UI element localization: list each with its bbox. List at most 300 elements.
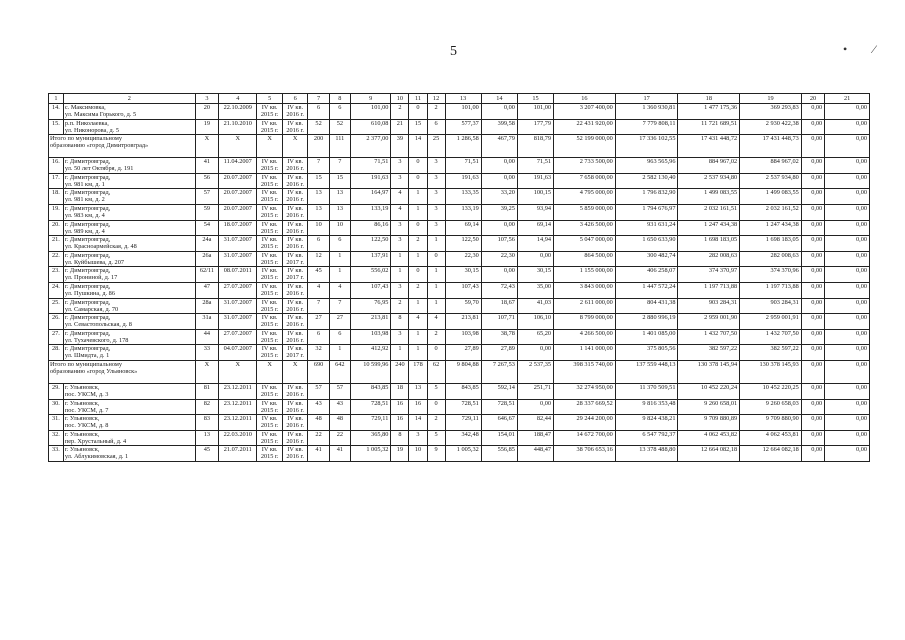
table-cell: 41 xyxy=(329,446,350,462)
table-cell: 19 xyxy=(195,119,218,135)
table-cell: 3 xyxy=(427,220,445,236)
table-cell: 28а xyxy=(195,298,218,314)
table-cell: 9 260 658,01 xyxy=(678,399,740,415)
subtotal-cell: 111 xyxy=(329,135,350,158)
subtotal-cell: 62 xyxy=(427,360,445,383)
page-number: 5 xyxy=(450,44,457,59)
table-cell: 39,25 xyxy=(481,204,517,220)
quarter-cell: IV кв. 2015 г. xyxy=(257,204,283,220)
table-cell: 4 062 453,81 xyxy=(740,430,802,446)
table-cell: 76,95 xyxy=(350,298,390,314)
quarter-cell: IV кв. 2017 г. xyxy=(282,251,308,267)
quarter-cell: IV кв. 2016 г. xyxy=(282,204,308,220)
table-cell: 3 843 000,00 xyxy=(554,282,616,298)
table-row xyxy=(49,314,870,330)
table-cell: 0,00 xyxy=(481,104,517,120)
table-cell: 6 xyxy=(329,236,350,252)
table-cell: 728,51 xyxy=(445,399,481,415)
table-row xyxy=(49,430,870,446)
table-cell: 1 432 707,50 xyxy=(740,329,802,345)
table-cell: 1 796 832,90 xyxy=(615,189,678,205)
table-cell: 0 xyxy=(427,399,445,415)
table-cell: 0,00 xyxy=(801,314,824,330)
column-number-cell: 8 xyxy=(329,94,350,104)
table-cell: 3 xyxy=(391,282,409,298)
table-cell: 10 xyxy=(308,220,329,236)
quarter-cell: IV кв. 2015 г. xyxy=(257,430,283,446)
table-cell: 0,00 xyxy=(825,314,870,330)
table-cell: 1 794 676,97 xyxy=(615,204,678,220)
table-cell: 12 664 082,18 xyxy=(740,446,802,462)
table-cell: 282 008,63 xyxy=(678,251,740,267)
table-cell: 23.12.2011 xyxy=(219,415,257,431)
subtotal-cell: 130 378 145,94 xyxy=(678,360,740,383)
subtotal-cell: Х xyxy=(257,135,283,158)
address-cell: г. Димитровград, ул. 981 км, д. 1 xyxy=(63,173,195,189)
address-cell: г. Димитровград, ул. Севастопольская, д. 8 xyxy=(63,314,195,330)
table-cell: 137,91 xyxy=(350,251,390,267)
table-cell: 251,71 xyxy=(517,383,553,399)
table-cell: 18 xyxy=(391,383,409,399)
table-cell: 22 xyxy=(329,430,350,446)
table-cell: 31.07.2007 xyxy=(219,251,257,267)
subtotal-cell: 17 431 448,73 xyxy=(740,135,802,158)
table-cell: 191,63 xyxy=(517,173,553,189)
table-cell: 0,00 xyxy=(825,236,870,252)
table-cell: 31.07.2007 xyxy=(219,298,257,314)
table-cell: 4 xyxy=(329,282,350,298)
table-cell: 374 370,96 xyxy=(740,267,802,283)
table-cell: 26а xyxy=(195,251,218,267)
table-cell: 0 xyxy=(427,251,445,267)
table-cell: 52 xyxy=(329,119,350,135)
subtotal-cell: 2 537,35 xyxy=(517,360,553,383)
table-cell: 406 258,07 xyxy=(615,267,678,283)
subtotal-cell: Х xyxy=(282,360,308,383)
table-cell: 0,00 xyxy=(825,204,870,220)
table-cell: 0,00 xyxy=(801,267,824,283)
column-number-cell: 9 xyxy=(350,94,390,104)
table-cell: 6 xyxy=(308,329,329,345)
table-cell: 21.10.2010 xyxy=(219,119,257,135)
table-row xyxy=(49,173,870,189)
address-cell: г. Димитровград, ул. Шмидта, д. 1 xyxy=(63,345,195,361)
address-cell: г. Димитровград, ул. Самарская, д. 70 xyxy=(63,298,195,314)
table-cell: 82 xyxy=(195,399,218,415)
table-cell: 0,00 xyxy=(801,220,824,236)
table-cell: 48 xyxy=(308,415,329,431)
quarter-cell: IV кв. 2015 г. xyxy=(257,282,283,298)
table-cell: 27,89 xyxy=(481,345,517,361)
table-cell: 1 xyxy=(427,267,445,283)
table-cell: 54 xyxy=(195,220,218,236)
table-cell: 106,10 xyxy=(517,314,553,330)
table-cell: 12 664 082,18 xyxy=(678,446,740,462)
table-cell: 2 032 161,51 xyxy=(678,204,740,220)
subtotal-cell: 0,00 xyxy=(825,135,870,158)
table-cell: 300 482,74 xyxy=(615,251,678,267)
quarter-cell: IV кв. 2015 г. xyxy=(257,220,283,236)
table-cell: 133,19 xyxy=(350,204,390,220)
table-cell: 7 xyxy=(308,158,329,174)
table-cell: 3 xyxy=(391,158,409,174)
subtotal-cell: 0,00 xyxy=(801,360,824,383)
table-cell: 0,00 xyxy=(481,220,517,236)
table-cell: 10 xyxy=(329,220,350,236)
table-cell: 556,02 xyxy=(350,267,390,283)
table-cell: 5 xyxy=(427,430,445,446)
table-cell: 38,78 xyxy=(481,329,517,345)
table-cell: 804 431,38 xyxy=(615,298,678,314)
table-cell: 4 xyxy=(427,314,445,330)
table-cell: 2 xyxy=(427,329,445,345)
table-cell: 13 xyxy=(329,204,350,220)
subtotal-cell: 200 xyxy=(308,135,329,158)
subtotal-cell: 25 xyxy=(427,135,445,158)
address-cell: г. Ульяновск, пос. УКСМ, д. 3 xyxy=(63,383,195,399)
table-cell: 0 xyxy=(409,173,427,189)
table-cell: 19 xyxy=(391,446,409,462)
table-cell: 27.07.2007 xyxy=(219,329,257,345)
subtotal-cell: 17 431 448,72 xyxy=(678,135,740,158)
table-body xyxy=(49,94,870,462)
table-cell: 101,00 xyxy=(445,104,481,120)
table-cell: 0,00 xyxy=(825,345,870,361)
table-cell: 399,58 xyxy=(481,119,517,135)
table-cell: 2 959 001,90 xyxy=(678,314,740,330)
table-cell: 21 xyxy=(391,119,409,135)
table-cell: 1 447 572,24 xyxy=(615,282,678,298)
table-cell: 213,81 xyxy=(350,314,390,330)
table-cell: 610,08 xyxy=(350,119,390,135)
table-cell: 0,00 xyxy=(825,189,870,205)
quarter-cell: IV кв. 2016 г. xyxy=(282,220,308,236)
table-cell: 133,35 xyxy=(445,189,481,205)
table-cell: 57 xyxy=(195,189,218,205)
table-row xyxy=(49,251,870,267)
table-cell: 0,00 xyxy=(825,329,870,345)
subtotal-cell: 7 267,53 xyxy=(481,360,517,383)
table-cell: 931 631,24 xyxy=(615,220,678,236)
table-cell: 0,00 xyxy=(801,189,824,205)
table-cell: 9 816 353,48 xyxy=(615,399,678,415)
subtotal-cell: 467,79 xyxy=(481,135,517,158)
table-cell: 177,79 xyxy=(517,119,553,135)
table-cell: 22.03.2010 xyxy=(219,430,257,446)
table-cell: 3 xyxy=(427,158,445,174)
table-cell: 11 721 689,51 xyxy=(678,119,740,135)
row-number-cell: 29. xyxy=(49,383,64,399)
quarter-cell: IV кв. 2015 г. xyxy=(257,119,283,135)
table-cell: 107,43 xyxy=(445,282,481,298)
column-number-cell: 19 xyxy=(740,94,802,104)
table-cell: 31.07.2007 xyxy=(219,236,257,252)
table-cell: 1 xyxy=(409,329,427,345)
subtotal-cell: 240 xyxy=(391,360,409,383)
table-cell: 43 xyxy=(308,399,329,415)
quarter-cell: IV кв. 2016 г. xyxy=(282,189,308,205)
quarter-cell: IV кв. 2016 г. xyxy=(282,282,308,298)
table-cell: 1 xyxy=(329,251,350,267)
table-cell: 1 141 000,00 xyxy=(554,345,616,361)
quarter-cell: IV кв. 2015 г. xyxy=(257,314,283,330)
quarter-cell: IV кв. 2016 г. xyxy=(282,173,308,189)
address-cell: г. Димитровград, ул. Тухачевского, д. 178 xyxy=(63,329,195,345)
table-cell: 57 xyxy=(308,383,329,399)
table-cell: 728,51 xyxy=(481,399,517,415)
table-cell: 6 xyxy=(308,236,329,252)
table-cell: 33 xyxy=(195,345,218,361)
table-cell: 71,51 xyxy=(517,158,553,174)
table-cell: 0 xyxy=(409,220,427,236)
table-cell: 38 706 653,16 xyxy=(554,446,616,462)
table-cell: 6 xyxy=(329,329,350,345)
table-cell: 0,00 xyxy=(825,383,870,399)
row-number-cell: 15. xyxy=(49,119,64,135)
table-cell: 2 930 422,38 xyxy=(740,119,802,135)
table-cell: 0,00 xyxy=(517,399,553,415)
table-cell: 556,85 xyxy=(481,446,517,462)
table-cell: 20.07.2007 xyxy=(219,189,257,205)
address-cell: г. Ульяновск, ул. Аблукимовская, д. 1 xyxy=(63,446,195,462)
table-row xyxy=(49,298,870,314)
table-cell: 0,00 xyxy=(481,267,517,283)
table-cell: 2 880 996,19 xyxy=(615,314,678,330)
table-cell: 7 xyxy=(308,298,329,314)
table-cell: 448,47 xyxy=(517,446,553,462)
table-cell: 21.07.2011 xyxy=(219,446,257,462)
table-cell: 1 005,32 xyxy=(350,446,390,462)
table-cell: 122,50 xyxy=(350,236,390,252)
table-cell: 3 xyxy=(391,329,409,345)
quarter-cell: IV кв. 2017 г. xyxy=(282,267,308,283)
table-cell: 0 xyxy=(409,104,427,120)
table-cell: 10 xyxy=(409,446,427,462)
subtotal-cell: 690 xyxy=(308,360,329,383)
table-cell: 2 611 000,00 xyxy=(554,298,616,314)
table-cell: 33,20 xyxy=(481,189,517,205)
quarter-cell: IV кв. 2015 г. xyxy=(257,251,283,267)
table-cell: 107,43 xyxy=(350,282,390,298)
table-row xyxy=(49,104,870,120)
table-cell: 884 967,02 xyxy=(740,158,802,174)
column-number-cell: 21 xyxy=(825,94,870,104)
table-row xyxy=(49,189,870,205)
table-cell: 0,00 xyxy=(801,446,824,462)
quarter-cell: IV кв. 2015 г. xyxy=(257,329,283,345)
table-row xyxy=(49,329,870,345)
column-number-row xyxy=(49,94,870,104)
quarter-cell: IV кв. 2015 г. xyxy=(257,189,283,205)
subtotal-cell: Х xyxy=(282,135,308,158)
table-cell: 728,51 xyxy=(350,399,390,415)
table-cell: 9 xyxy=(427,446,445,462)
subtotal-cell: 1 286,58 xyxy=(445,135,481,158)
quarter-cell: IV кв. 2016 г. xyxy=(282,329,308,345)
subtotal-label: Итого по муниципальному образованию «город Димитровград» xyxy=(49,135,196,158)
table-cell: 56 xyxy=(195,173,218,189)
quarter-cell: IV кв. 2015 г. xyxy=(257,399,283,415)
row-number-cell: 24. xyxy=(49,282,64,298)
table-cell: 213,81 xyxy=(445,314,481,330)
table-cell: 13 xyxy=(195,430,218,446)
table-cell: 365,80 xyxy=(350,430,390,446)
table-cell: 22,30 xyxy=(481,251,517,267)
table-cell: 1 401 085,00 xyxy=(615,329,678,345)
table-cell: 30,15 xyxy=(445,267,481,283)
address-cell: г. Димитровград, ул. 983 км, д. 4 xyxy=(63,204,195,220)
table-cell: 0,00 xyxy=(825,430,870,446)
table-cell: 13 xyxy=(308,204,329,220)
table-cell: 577,37 xyxy=(445,119,481,135)
quarter-cell: IV кв. 2016 г. xyxy=(282,314,308,330)
table-cell: 2 xyxy=(391,298,409,314)
table-cell: 0,00 xyxy=(825,104,870,120)
table-cell: 843,85 xyxy=(445,383,481,399)
subtotal-row xyxy=(49,135,870,158)
table-cell: 843,85 xyxy=(350,383,390,399)
quarter-cell: IV кв. 2015 г. xyxy=(257,415,283,431)
table-cell: 0,00 xyxy=(825,173,870,189)
column-number-cell: 3 xyxy=(195,94,218,104)
table-cell: 71,51 xyxy=(350,158,390,174)
row-number-cell: 23. xyxy=(49,267,64,283)
table-cell: 15 xyxy=(308,173,329,189)
subtotal-cell: 2 377,00 xyxy=(350,135,390,158)
column-number-cell: 12 xyxy=(427,94,445,104)
subtotal-cell: 10 599,96 xyxy=(350,360,390,383)
row-number-cell: 16. xyxy=(49,158,64,174)
table-cell: 0,00 xyxy=(801,345,824,361)
column-number-cell: 11 xyxy=(409,94,427,104)
table-cell: 16 xyxy=(391,415,409,431)
table-cell: 32 274 950,00 xyxy=(554,383,616,399)
table-cell: 9 824 438,21 xyxy=(615,415,678,431)
quarter-cell: IV кв. 2016 г. xyxy=(282,119,308,135)
table-cell: 31.07.2007 xyxy=(219,314,257,330)
table-cell: 1 698 183,05 xyxy=(740,236,802,252)
table-cell: 20 xyxy=(195,104,218,120)
row-number-cell: 28. xyxy=(49,345,64,361)
subtotal-cell: Х xyxy=(195,135,218,158)
table-cell: 1 197 713,88 xyxy=(678,282,740,298)
table-cell: 22 431 920,00 xyxy=(554,119,616,135)
table-cell: 15 xyxy=(329,173,350,189)
table-cell: 08.07.2011 xyxy=(219,267,257,283)
column-number-cell: 17 xyxy=(615,94,678,104)
table-cell: 2 xyxy=(391,104,409,120)
table-cell: 0,00 xyxy=(825,446,870,462)
table-row xyxy=(49,282,870,298)
table-cell: 57 xyxy=(329,383,350,399)
table-cell: 884 967,02 xyxy=(678,158,740,174)
table-cell: 1 xyxy=(427,282,445,298)
table-cell: 24а xyxy=(195,236,218,252)
table-cell: 0 xyxy=(409,158,427,174)
quarter-cell: IV кв. 2016 г. xyxy=(282,399,308,415)
table-cell: 2 582 130,40 xyxy=(615,173,678,189)
table-cell: 27 xyxy=(308,314,329,330)
table-cell: 27 xyxy=(329,314,350,330)
table-cell: 1 155 000,00 xyxy=(554,267,616,283)
table-cell: 15 xyxy=(409,119,427,135)
column-number-cell: 4 xyxy=(219,94,257,104)
address-cell: г. Ульяновск, пер. Хрустальный, д. 4 xyxy=(63,430,195,446)
table-cell: 369 293,83 xyxy=(740,104,802,120)
table-cell: 45 xyxy=(308,267,329,283)
address-cell: г. Димитровград, ул. Куйбышева, д. 207 xyxy=(63,251,195,267)
subtotal-cell: 130 378 145,93 xyxy=(740,360,802,383)
table-row xyxy=(49,204,870,220)
table-cell: 0,00 xyxy=(801,204,824,220)
table-cell: 82,44 xyxy=(517,415,553,431)
table-cell: 7 658 000,00 xyxy=(554,173,616,189)
table-cell: 0,00 xyxy=(801,251,824,267)
quarter-cell: IV кв. 2015 г. xyxy=(257,158,283,174)
table-cell: 9 709 880,90 xyxy=(740,415,802,431)
quarter-cell: IV кв. 2016 г. xyxy=(282,158,308,174)
table-cell: 48 xyxy=(329,415,350,431)
table-row xyxy=(49,415,870,431)
table-cell: 4 xyxy=(409,314,427,330)
table-cell: 0,00 xyxy=(801,236,824,252)
subtotal-cell: 398 315 740,00 xyxy=(554,360,616,383)
quarter-cell: IV кв. 2016 г. xyxy=(282,415,308,431)
table-cell: 30,15 xyxy=(517,267,553,283)
table-cell: 0,00 xyxy=(801,415,824,431)
table-cell: 04.07.2007 xyxy=(219,345,257,361)
address-cell: г. Димитровград, ул. 981 км, д. 2 xyxy=(63,189,195,205)
table-cell: 729,11 xyxy=(445,415,481,431)
quarter-cell: IV кв. 2016 г. xyxy=(282,298,308,314)
table-cell: 100,15 xyxy=(517,189,553,205)
quarter-cell: IV кв. 2015 г. xyxy=(257,104,283,120)
subtotal-cell: Х xyxy=(195,360,218,383)
table-cell: 69,14 xyxy=(445,220,481,236)
table-cell: 13 378 488,80 xyxy=(615,446,678,462)
column-number-cell: 5 xyxy=(257,94,283,104)
table-cell: 1 xyxy=(391,267,409,283)
scan-mark: ⁄ xyxy=(873,42,876,56)
table-cell: 93,94 xyxy=(517,204,553,220)
table-cell: 20.07.2007 xyxy=(219,173,257,189)
quarter-cell: IV кв. 2016 г. xyxy=(282,446,308,462)
table-cell: 0,00 xyxy=(825,158,870,174)
subtotal-cell: Х xyxy=(219,360,257,383)
table-cell: 1 499 083,55 xyxy=(678,189,740,205)
table-cell: 0,00 xyxy=(517,251,553,267)
table-cell: 3 xyxy=(409,430,427,446)
table-cell: 6 xyxy=(329,104,350,120)
subtotal-cell: 0,00 xyxy=(825,360,870,383)
subtotal-cell: 137 559 448,13 xyxy=(615,360,678,383)
table-cell: 9 709 880,89 xyxy=(678,415,740,431)
table-cell: 0,00 xyxy=(825,220,870,236)
table-cell: 9 260 658,03 xyxy=(740,399,802,415)
table-cell: 18.07.2007 xyxy=(219,220,257,236)
table-cell: 10 452 220,24 xyxy=(678,383,740,399)
table-cell: 41 xyxy=(195,158,218,174)
table-cell: 0,00 xyxy=(825,399,870,415)
table-cell: 7 xyxy=(329,158,350,174)
address-cell: г. Димитровград, ул. Красноармейская, д. 48 xyxy=(63,236,195,252)
table-cell: 7 xyxy=(329,298,350,314)
quarter-cell: IV кв. 2017 г. xyxy=(282,345,308,361)
column-number-cell: 2 xyxy=(63,94,195,104)
table-cell: 47 xyxy=(195,282,218,298)
table-cell: 1 xyxy=(409,204,427,220)
table-cell: 4 xyxy=(391,189,409,205)
